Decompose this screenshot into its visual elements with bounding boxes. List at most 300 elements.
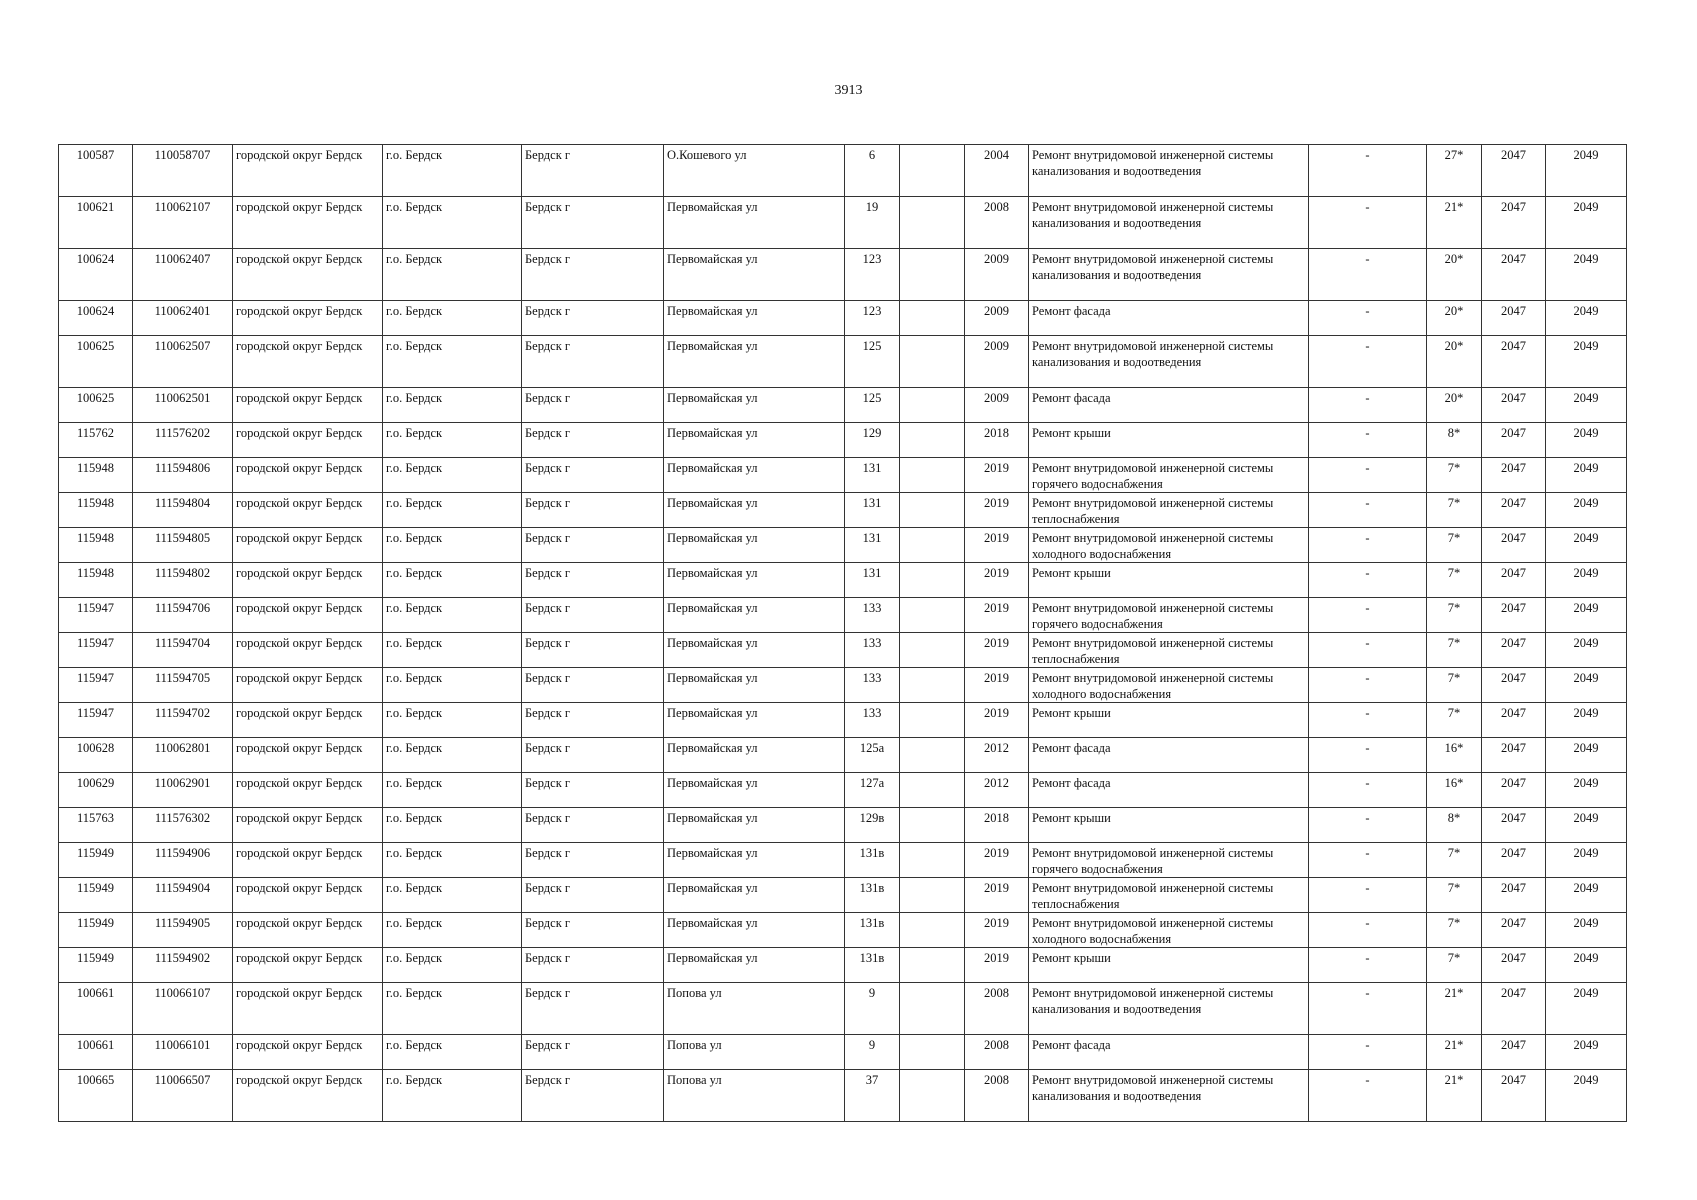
cell-house-number: 133 — [845, 633, 900, 668]
cell-house-number: 131в — [845, 948, 900, 983]
cell-work-type: Ремонт внутридомовой инженерной системы горячего водоснабжения — [1029, 458, 1309, 493]
cell-house-id: 115949 — [59, 948, 133, 983]
cell-year-built: 2019 — [965, 913, 1029, 948]
cell-year-built: 2009 — [965, 249, 1029, 301]
cell-settlement: Бердск г — [522, 808, 664, 843]
cell-settlement: Бердск г — [522, 843, 664, 878]
cell-year-built: 2018 — [965, 423, 1029, 458]
table-row — [59, 598, 1627, 633]
table-row — [59, 145, 1627, 197]
cell-dash: - — [1309, 493, 1427, 528]
cell-year-to: 2049 — [1546, 668, 1627, 703]
cell-house-id: 115948 — [59, 563, 133, 598]
cell-wear: 21* — [1427, 1070, 1482, 1122]
registry-table — [58, 144, 1627, 1122]
cell-work-id: 111576302 — [133, 808, 233, 843]
cell-year-from: 2047 — [1482, 336, 1546, 388]
cell-blank — [900, 145, 965, 197]
cell-work-id: 110062107 — [133, 197, 233, 249]
cell-street: Первомайская ул — [664, 528, 845, 563]
cell-street: Первомайская ул — [664, 773, 845, 808]
cell-house-number: 37 — [845, 1070, 900, 1122]
cell-year-built: 2019 — [965, 668, 1029, 703]
cell-municipality: городской округ Бердск — [233, 563, 383, 598]
cell-year-built: 2012 — [965, 773, 1029, 808]
cell-work-id: 110058707 — [133, 145, 233, 197]
cell-year-from: 2047 — [1482, 458, 1546, 493]
cell-district: г.о. Бердск — [383, 301, 522, 336]
cell-year-from: 2047 — [1482, 563, 1546, 598]
cell-work-type: Ремонт внутридомовой инженерной системы холодного водоснабжения — [1029, 528, 1309, 563]
cell-wear: 20* — [1427, 388, 1482, 423]
cell-house-number: 133 — [845, 598, 900, 633]
cell-district: г.о. Бердск — [383, 563, 522, 598]
cell-work-type: Ремонт внутридомовой инженерной системы холодного водоснабжения — [1029, 668, 1309, 703]
cell-settlement: Бердск г — [522, 493, 664, 528]
cell-wear: 7* — [1427, 703, 1482, 738]
cell-house-id: 115948 — [59, 458, 133, 493]
cell-wear: 7* — [1427, 843, 1482, 878]
cell-dash: - — [1309, 145, 1427, 197]
cell-dash: - — [1309, 843, 1427, 878]
cell-year-to: 2049 — [1546, 703, 1627, 738]
cell-dash: - — [1309, 773, 1427, 808]
cell-settlement: Бердск г — [522, 948, 664, 983]
registry-body — [59, 145, 1627, 1122]
cell-year-to: 2049 — [1546, 458, 1627, 493]
cell-wear: 7* — [1427, 668, 1482, 703]
cell-year-to: 2049 — [1546, 983, 1627, 1035]
cell-municipality: городской округ Бердск — [233, 528, 383, 563]
cell-district: г.о. Бердск — [383, 878, 522, 913]
cell-house-id: 100625 — [59, 336, 133, 388]
cell-work-id: 111594706 — [133, 598, 233, 633]
cell-year-from: 2047 — [1482, 773, 1546, 808]
cell-year-built: 2019 — [965, 458, 1029, 493]
cell-year-from: 2047 — [1482, 703, 1546, 738]
cell-wear: 21* — [1427, 197, 1482, 249]
cell-municipality: городской округ Бердск — [233, 301, 383, 336]
cell-year-from: 2047 — [1482, 493, 1546, 528]
table-row — [59, 843, 1627, 878]
cell-street: Попова ул — [664, 1035, 845, 1070]
cell-work-id: 110066101 — [133, 1035, 233, 1070]
cell-blank — [900, 1070, 965, 1122]
cell-district: г.о. Бердск — [383, 913, 522, 948]
cell-work-id: 111594705 — [133, 668, 233, 703]
cell-house-number: 131в — [845, 843, 900, 878]
cell-year-to: 2049 — [1546, 423, 1627, 458]
cell-wear: 20* — [1427, 249, 1482, 301]
cell-street: Первомайская ул — [664, 458, 845, 493]
cell-year-from: 2047 — [1482, 301, 1546, 336]
cell-work-type: Ремонт внутридомовой инженерной системы канализования и водоотведения — [1029, 145, 1309, 197]
cell-work-type: Ремонт внутридомовой инженерной системы канализования и водоотведения — [1029, 1070, 1309, 1122]
cell-year-from: 2047 — [1482, 145, 1546, 197]
cell-house-id: 115947 — [59, 668, 133, 703]
cell-district: г.о. Бердск — [383, 423, 522, 458]
cell-district: г.о. Бердск — [383, 983, 522, 1035]
cell-dash: - — [1309, 633, 1427, 668]
cell-municipality: городской округ Бердск — [233, 773, 383, 808]
cell-dash: - — [1309, 598, 1427, 633]
cell-district: г.о. Бердск — [383, 458, 522, 493]
cell-wear: 20* — [1427, 336, 1482, 388]
cell-street: Попова ул — [664, 983, 845, 1035]
cell-district: г.о. Бердск — [383, 493, 522, 528]
cell-settlement: Бердск г — [522, 301, 664, 336]
cell-street: Первомайская ул — [664, 388, 845, 423]
cell-wear: 20* — [1427, 301, 1482, 336]
cell-work-id: 111594805 — [133, 528, 233, 563]
cell-year-built: 2008 — [965, 1035, 1029, 1070]
cell-municipality: городской округ Бердск — [233, 458, 383, 493]
table-row — [59, 388, 1627, 423]
cell-year-from: 2047 — [1482, 197, 1546, 249]
cell-year-to: 2049 — [1546, 948, 1627, 983]
cell-house-id: 100661 — [59, 1035, 133, 1070]
cell-blank — [900, 423, 965, 458]
cell-settlement: Бердск г — [522, 528, 664, 563]
cell-district: г.о. Бердск — [383, 598, 522, 633]
cell-wear: 7* — [1427, 878, 1482, 913]
cell-municipality: городской округ Бердск — [233, 1070, 383, 1122]
cell-blank — [900, 668, 965, 703]
cell-year-built: 2019 — [965, 878, 1029, 913]
cell-settlement: Бердск г — [522, 145, 664, 197]
cell-municipality: городской округ Бердск — [233, 738, 383, 773]
cell-dash: - — [1309, 878, 1427, 913]
cell-work-type: Ремонт крыши — [1029, 808, 1309, 843]
cell-year-to: 2049 — [1546, 773, 1627, 808]
cell-district: г.о. Бердск — [383, 773, 522, 808]
cell-house-number: 123 — [845, 249, 900, 301]
cell-municipality: городской округ Бердск — [233, 388, 383, 423]
cell-work-id: 110062401 — [133, 301, 233, 336]
cell-wear: 7* — [1427, 493, 1482, 528]
cell-house-id: 115947 — [59, 598, 133, 633]
cell-street: О.Кошевого ул — [664, 145, 845, 197]
cell-settlement: Бердск г — [522, 983, 664, 1035]
cell-work-type: Ремонт фасада — [1029, 301, 1309, 336]
cell-year-from: 2047 — [1482, 913, 1546, 948]
cell-district: г.о. Бердск — [383, 528, 522, 563]
cell-work-type: Ремонт фасада — [1029, 1035, 1309, 1070]
table-row — [59, 249, 1627, 301]
cell-house-number: 129 — [845, 423, 900, 458]
cell-work-type: Ремонт крыши — [1029, 948, 1309, 983]
cell-settlement: Бердск г — [522, 773, 664, 808]
cell-wear: 21* — [1427, 1035, 1482, 1070]
cell-work-id: 110062801 — [133, 738, 233, 773]
cell-year-built: 2019 — [965, 528, 1029, 563]
cell-year-built: 2019 — [965, 598, 1029, 633]
cell-wear: 7* — [1427, 458, 1482, 493]
cell-district: г.о. Бердск — [383, 388, 522, 423]
cell-house-number: 9 — [845, 1035, 900, 1070]
cell-street: Первомайская ул — [664, 633, 845, 668]
cell-settlement: Бердск г — [522, 458, 664, 493]
cell-wear: 7* — [1427, 633, 1482, 668]
cell-street: Первомайская ул — [664, 249, 845, 301]
cell-house-id: 100621 — [59, 197, 133, 249]
cell-work-id: 110062507 — [133, 336, 233, 388]
cell-work-type: Ремонт фасада — [1029, 773, 1309, 808]
cell-district: г.о. Бердск — [383, 1035, 522, 1070]
table-row — [59, 633, 1627, 668]
cell-year-from: 2047 — [1482, 388, 1546, 423]
cell-dash: - — [1309, 668, 1427, 703]
cell-year-to: 2049 — [1546, 598, 1627, 633]
cell-municipality: городской округ Бердск — [233, 423, 383, 458]
cell-municipality: городской округ Бердск — [233, 145, 383, 197]
cell-blank — [900, 878, 965, 913]
cell-settlement: Бердск г — [522, 336, 664, 388]
cell-work-type: Ремонт фасада — [1029, 388, 1309, 423]
cell-house-id: 115949 — [59, 878, 133, 913]
cell-municipality: городской округ Бердск — [233, 249, 383, 301]
cell-house-id: 100624 — [59, 249, 133, 301]
cell-dash: - — [1309, 336, 1427, 388]
cell-year-to: 2049 — [1546, 808, 1627, 843]
cell-wear: 8* — [1427, 423, 1482, 458]
cell-year-built: 2009 — [965, 388, 1029, 423]
cell-work-type: Ремонт внутридомовой инженерной системы канализования и водоотведения — [1029, 249, 1309, 301]
cell-work-type: Ремонт внутридомовой инженерной системы теплоснабжения — [1029, 878, 1309, 913]
cell-house-id: 100625 — [59, 388, 133, 423]
cell-work-type: Ремонт крыши — [1029, 703, 1309, 738]
cell-year-built: 2019 — [965, 948, 1029, 983]
cell-blank — [900, 738, 965, 773]
cell-work-id: 111594806 — [133, 458, 233, 493]
cell-house-number: 131в — [845, 878, 900, 913]
cell-year-from: 2047 — [1482, 249, 1546, 301]
cell-settlement: Бердск г — [522, 1070, 664, 1122]
table-row — [59, 983, 1627, 1035]
cell-work-id: 110066107 — [133, 983, 233, 1035]
cell-dash: - — [1309, 528, 1427, 563]
cell-work-type: Ремонт внутридомовой инженерной системы канализования и водоотведения — [1029, 983, 1309, 1035]
table-row — [59, 1070, 1627, 1122]
cell-settlement: Бердск г — [522, 878, 664, 913]
cell-house-number: 125 — [845, 388, 900, 423]
cell-year-from: 2047 — [1482, 948, 1546, 983]
cell-year-to: 2049 — [1546, 878, 1627, 913]
cell-year-from: 2047 — [1482, 598, 1546, 633]
cell-street: Первомайская ул — [664, 808, 845, 843]
cell-municipality: городской округ Бердск — [233, 948, 383, 983]
cell-dash: - — [1309, 948, 1427, 983]
cell-work-id: 111594804 — [133, 493, 233, 528]
cell-municipality: городской округ Бердск — [233, 336, 383, 388]
cell-house-number: 131 — [845, 458, 900, 493]
cell-house-id: 100628 — [59, 738, 133, 773]
cell-settlement: Бердск г — [522, 1035, 664, 1070]
table-row — [59, 668, 1627, 703]
cell-municipality: городской округ Бердск — [233, 493, 383, 528]
cell-house-id: 115949 — [59, 843, 133, 878]
table-row — [59, 493, 1627, 528]
cell-district: г.о. Бердск — [383, 738, 522, 773]
table-row — [59, 301, 1627, 336]
cell-blank — [900, 458, 965, 493]
cell-year-built: 2019 — [965, 703, 1029, 738]
cell-blank — [900, 633, 965, 668]
cell-dash: - — [1309, 249, 1427, 301]
cell-work-type: Ремонт фасада — [1029, 738, 1309, 773]
cell-house-id: 115947 — [59, 633, 133, 668]
cell-settlement: Бердск г — [522, 913, 664, 948]
cell-settlement: Бердск г — [522, 668, 664, 703]
cell-dash: - — [1309, 913, 1427, 948]
cell-year-built: 2004 — [965, 145, 1029, 197]
cell-work-id: 111594802 — [133, 563, 233, 598]
cell-work-id: 111594902 — [133, 948, 233, 983]
cell-district: г.о. Бердск — [383, 843, 522, 878]
cell-dash: - — [1309, 301, 1427, 336]
cell-work-type: Ремонт крыши — [1029, 563, 1309, 598]
cell-street: Первомайская ул — [664, 913, 845, 948]
cell-year-to: 2049 — [1546, 843, 1627, 878]
cell-year-built: 2008 — [965, 1070, 1029, 1122]
table-row — [59, 423, 1627, 458]
cell-year-to: 2049 — [1546, 913, 1627, 948]
cell-blank — [900, 493, 965, 528]
cell-work-type: Ремонт внутридомовой инженерной системы горячего водоснабжения — [1029, 843, 1309, 878]
cell-year-built: 2008 — [965, 197, 1029, 249]
cell-dash: - — [1309, 738, 1427, 773]
cell-district: г.о. Бердск — [383, 249, 522, 301]
cell-year-from: 2047 — [1482, 668, 1546, 703]
cell-municipality: городской округ Бердск — [233, 668, 383, 703]
cell-house-number: 129в — [845, 808, 900, 843]
cell-house-number: 131 — [845, 528, 900, 563]
cell-work-type: Ремонт внутридомовой инженерной системы теплоснабжения — [1029, 633, 1309, 668]
cell-wear: 21* — [1427, 983, 1482, 1035]
table-row — [59, 528, 1627, 563]
cell-year-from: 2047 — [1482, 843, 1546, 878]
cell-year-built: 2009 — [965, 336, 1029, 388]
cell-blank — [900, 336, 965, 388]
cell-year-to: 2049 — [1546, 1070, 1627, 1122]
table-row — [59, 878, 1627, 913]
cell-settlement: Бердск г — [522, 563, 664, 598]
cell-blank — [900, 249, 965, 301]
cell-settlement: Бердск г — [522, 388, 664, 423]
cell-settlement: Бердск г — [522, 423, 664, 458]
cell-settlement: Бердск г — [522, 738, 664, 773]
table-row — [59, 738, 1627, 773]
cell-municipality: городской округ Бердск — [233, 913, 383, 948]
cell-work-id: 111594905 — [133, 913, 233, 948]
cell-blank — [900, 913, 965, 948]
cell-year-built: 2008 — [965, 983, 1029, 1035]
cell-street: Первомайская ул — [664, 878, 845, 913]
cell-house-number: 131в — [845, 913, 900, 948]
cell-district: г.о. Бердск — [383, 668, 522, 703]
cell-district: г.о. Бердск — [383, 197, 522, 249]
cell-year-built: 2012 — [965, 738, 1029, 773]
cell-blank — [900, 598, 965, 633]
cell-work-type: Ремонт внутридомовой инженерной системы канализования и водоотведения — [1029, 197, 1309, 249]
cell-dash: - — [1309, 458, 1427, 493]
cell-house-number: 133 — [845, 703, 900, 738]
cell-house-number: 131 — [845, 563, 900, 598]
cell-year-to: 2049 — [1546, 633, 1627, 668]
cell-work-id: 110066507 — [133, 1070, 233, 1122]
cell-municipality: городской округ Бердск — [233, 633, 383, 668]
cell-house-number: 6 — [845, 145, 900, 197]
cell-blank — [900, 301, 965, 336]
cell-blank — [900, 843, 965, 878]
cell-street: Первомайская ул — [664, 598, 845, 633]
cell-municipality: городской округ Бердск — [233, 808, 383, 843]
cell-work-id: 110062407 — [133, 249, 233, 301]
table-row — [59, 458, 1627, 493]
cell-district: г.о. Бердск — [383, 808, 522, 843]
cell-work-id: 110062901 — [133, 773, 233, 808]
cell-street: Первомайская ул — [664, 197, 845, 249]
cell-dash: - — [1309, 563, 1427, 598]
cell-municipality: городской округ Бердск — [233, 598, 383, 633]
cell-year-to: 2049 — [1546, 336, 1627, 388]
cell-year-from: 2047 — [1482, 528, 1546, 563]
cell-settlement: Бердск г — [522, 598, 664, 633]
cell-work-id: 111594906 — [133, 843, 233, 878]
cell-municipality: городской округ Бердск — [233, 703, 383, 738]
cell-municipality: городской округ Бердск — [233, 983, 383, 1035]
cell-work-id: 111594702 — [133, 703, 233, 738]
cell-year-built: 2019 — [965, 633, 1029, 668]
cell-year-to: 2049 — [1546, 528, 1627, 563]
table-row — [59, 563, 1627, 598]
cell-year-to: 2049 — [1546, 1035, 1627, 1070]
cell-street: Первомайская ул — [664, 563, 845, 598]
cell-dash: - — [1309, 388, 1427, 423]
table-row — [59, 336, 1627, 388]
cell-work-id: 111594704 — [133, 633, 233, 668]
cell-district: г.о. Бердск — [383, 948, 522, 983]
cell-municipality: городской округ Бердск — [233, 878, 383, 913]
cell-street: Попова ул — [664, 1070, 845, 1122]
cell-year-to: 2049 — [1546, 301, 1627, 336]
cell-wear: 7* — [1427, 598, 1482, 633]
cell-street: Первомайская ул — [664, 738, 845, 773]
cell-street: Первомайская ул — [664, 843, 845, 878]
table-row — [59, 948, 1627, 983]
cell-blank — [900, 983, 965, 1035]
cell-year-to: 2049 — [1546, 388, 1627, 423]
cell-year-to: 2049 — [1546, 145, 1627, 197]
cell-year-from: 2047 — [1482, 808, 1546, 843]
cell-work-id: 111594904 — [133, 878, 233, 913]
cell-year-from: 2047 — [1482, 423, 1546, 458]
cell-year-to: 2049 — [1546, 493, 1627, 528]
cell-wear: 8* — [1427, 808, 1482, 843]
cell-house-number: 9 — [845, 983, 900, 1035]
cell-work-type: Ремонт крыши — [1029, 423, 1309, 458]
cell-house-id: 115947 — [59, 703, 133, 738]
cell-house-id: 115948 — [59, 528, 133, 563]
cell-house-number: 133 — [845, 668, 900, 703]
cell-work-type: Ремонт внутридомовой инженерной системы канализования и водоотведения — [1029, 336, 1309, 388]
cell-street: Первомайская ул — [664, 668, 845, 703]
cell-year-to: 2049 — [1546, 197, 1627, 249]
cell-settlement: Бердск г — [522, 633, 664, 668]
cell-street: Первомайская ул — [664, 423, 845, 458]
cell-wear: 16* — [1427, 773, 1482, 808]
cell-year-built: 2019 — [965, 843, 1029, 878]
